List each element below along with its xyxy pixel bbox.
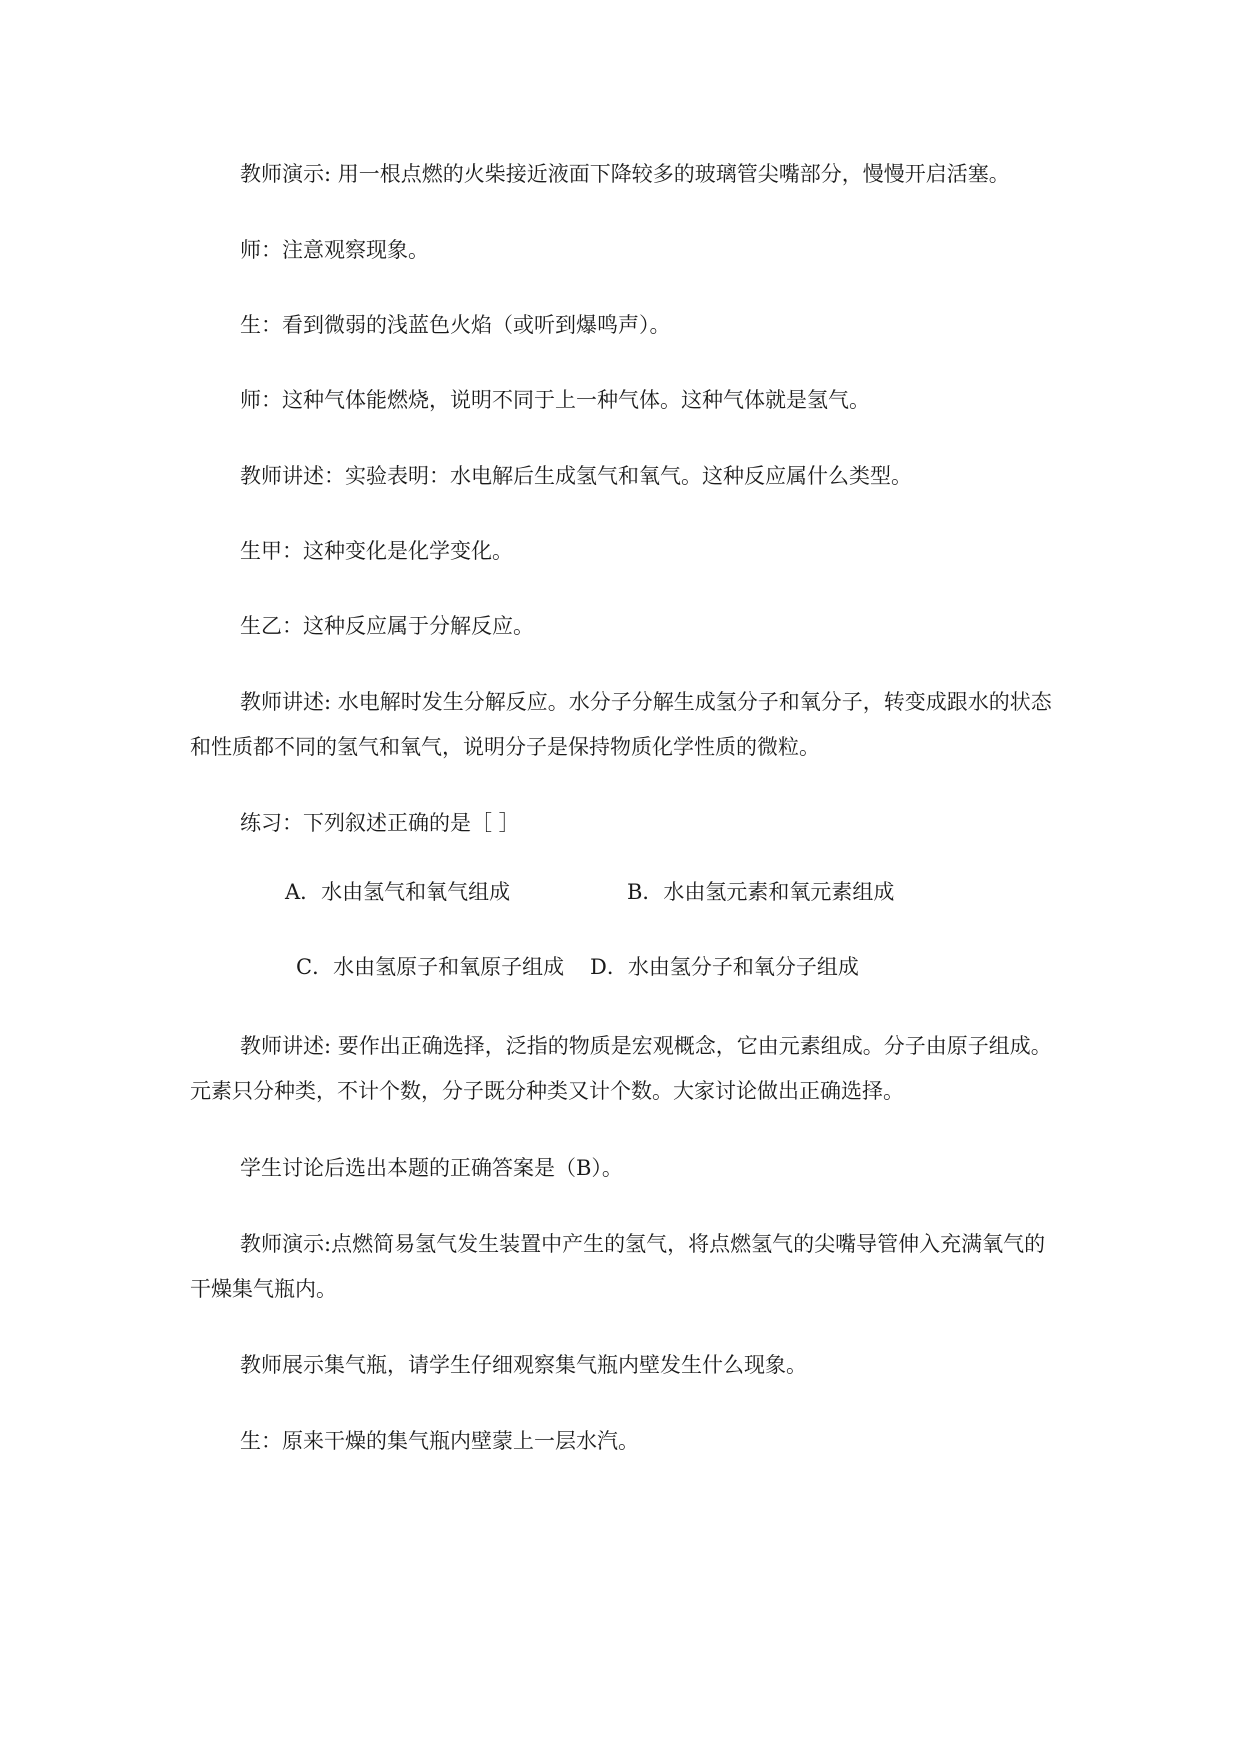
paragraph-teacher-explain-1: 教师讲述：实验表明：水电解后生成氢气和氧气。这种反应属什么类型。 bbox=[240, 464, 912, 488]
paragraph-teacher-demo-2: 教师演示:点燃简易氢气发生装置中产生的氢气，将点燃氢气的尖嘴导管伸入充满氧气的干燥集气瓶内。 bbox=[190, 1232, 1046, 1301]
paragraph-exercise: 练习：下列叙述正确的是［ ］ bbox=[240, 811, 520, 835]
paragraph-student-a: 生甲：这种变化是化学变化。 bbox=[240, 539, 513, 563]
option-b: B．水由氢元素和氧元素组成 bbox=[627, 880, 895, 904]
paragraph-teacher-show: 教师展示集气瓶，请学生仔细观察集气瓶内壁发生什么现象。 bbox=[240, 1353, 807, 1377]
paragraph-student-flame: 生：看到微弱的浅蓝色火焰（或听到爆鸣声）。 bbox=[240, 313, 671, 337]
paragraph-teacher-observe: 师：注意观察现象。 bbox=[240, 238, 429, 262]
option-d: D．水由氢分子和氧分子组成 bbox=[590, 955, 859, 979]
paragraph-student-answer: 学生讨论后选出本题的正确答案是（B）。 bbox=[240, 1156, 623, 1180]
paragraph-teacher-hydrogen: 师：这种气体能燃烧，说明不同于上一种气体。这种气体就是氢气。 bbox=[240, 388, 870, 412]
option-c: C．水由氢原子和氧原子组成 bbox=[296, 955, 565, 979]
paragraph-teacher-explain-3: 教师讲述: 要作出正确选择，泛指的物质是宏观概念，它由元素组成。分子由原子组成。元素只分种类，不计个数，分子既分种类又计个数。大家讨论做出正确选择。 bbox=[190, 1034, 1052, 1103]
paragraph-student-vapor: 生：原来干燥的集气瓶内壁蒙上一层水汽。 bbox=[240, 1429, 639, 1453]
option-a: A．水由氢气和氧气组成 bbox=[285, 880, 511, 904]
paragraph-teacher-demo-1: 教师演示: 用一根点燃的火柴接近液面下降较多的玻璃管尖嘴部分，慢慢开启活塞。 bbox=[240, 162, 1010, 186]
paragraph-student-b: 生乙：这种反应属于分解反应。 bbox=[240, 614, 534, 638]
paragraph-teacher-explain-2: 教师讲述: 水电解时发生分解反应。水分子分解生成氢分子和氧分子，转变成跟水的状态和性质都不同的氢气和氧气，说明分子是保持物质化学性质的微粒。 bbox=[190, 690, 1052, 759]
